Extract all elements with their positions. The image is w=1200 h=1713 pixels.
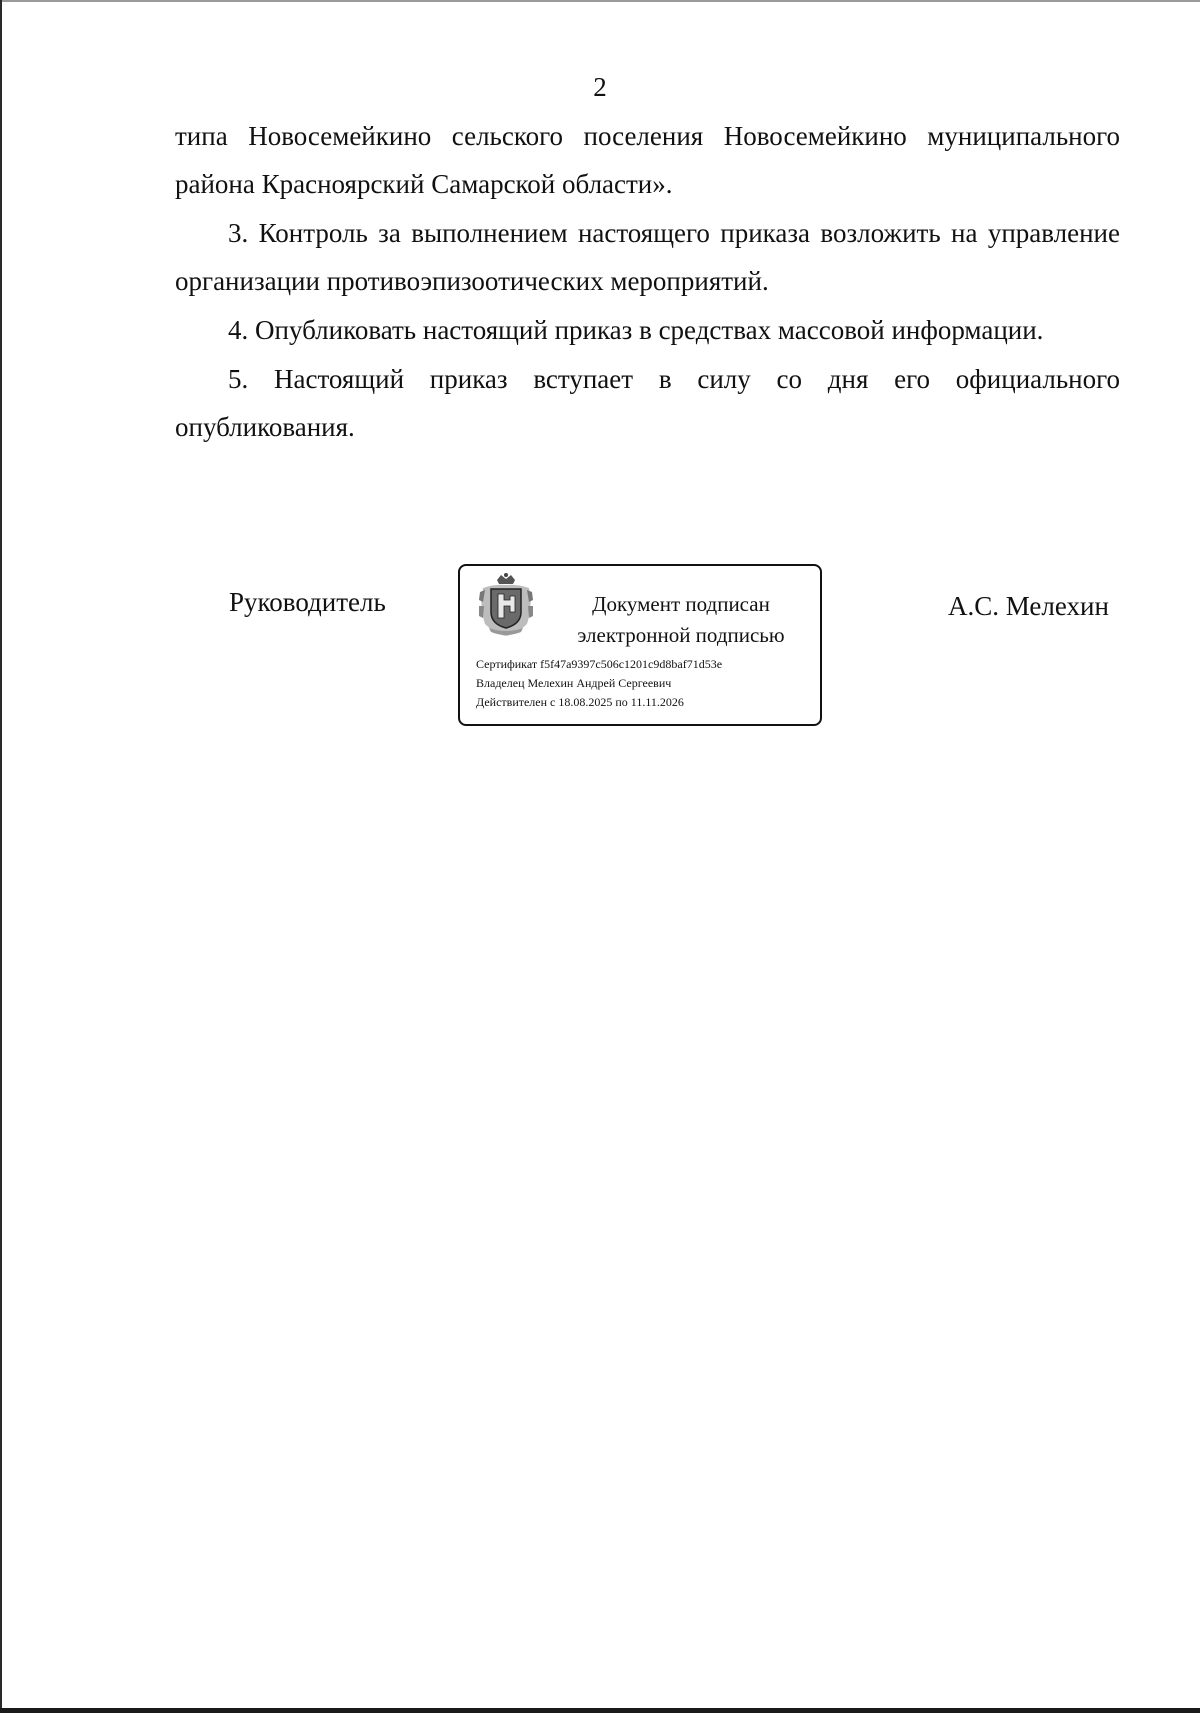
- paragraph-item-3: 3. Контроль за выполнением настоящего приказа возложить на управление организации противоэпизоотических мероприятий.: [175, 218, 1120, 296]
- stamp-certificate: Сертификат f5f47a9397c506c1201c9d8baf71d53e: [476, 657, 723, 671]
- stamp-details: [476, 655, 722, 712]
- paragraph-continuation: типа Новосемейкино сельского поселения Новосемейкино муниципального района Красноярский Самарской области».: [175, 121, 1120, 199]
- stamp-heading: [550, 589, 812, 651]
- stamp-validity: Действителен с 18.08.2025 по 11.11.2026: [476, 695, 684, 709]
- electronic-signature-stamp: [458, 564, 822, 726]
- stamp-heading-line-2: электронной подписью: [577, 623, 785, 647]
- page-number: 2: [593, 72, 607, 102]
- document-body: [175, 112, 1120, 451]
- scan-bottom-edge: [0, 1708, 1200, 1713]
- coat-of-arms-emblem-icon: [477, 572, 535, 638]
- signer-name: А.С. Мелехин: [948, 591, 1109, 621]
- paragraph-item-5: 5. Настоящий приказ вступает в силу со дня его официального опубликования.: [175, 364, 1120, 442]
- scan-top-edge: [0, 0, 1200, 2]
- stamp-owner: Владелец Мелехин Андрей Сергеевич: [476, 676, 672, 690]
- paragraph-item-4: 4. Опубликовать настоящий приказ в средствах массовой информации.: [228, 315, 1044, 345]
- stamp-heading-line-1: Документ подписан: [592, 592, 770, 616]
- signer-title: Руководитель: [229, 587, 386, 617]
- scan-left-edge: [0, 0, 2, 1713]
